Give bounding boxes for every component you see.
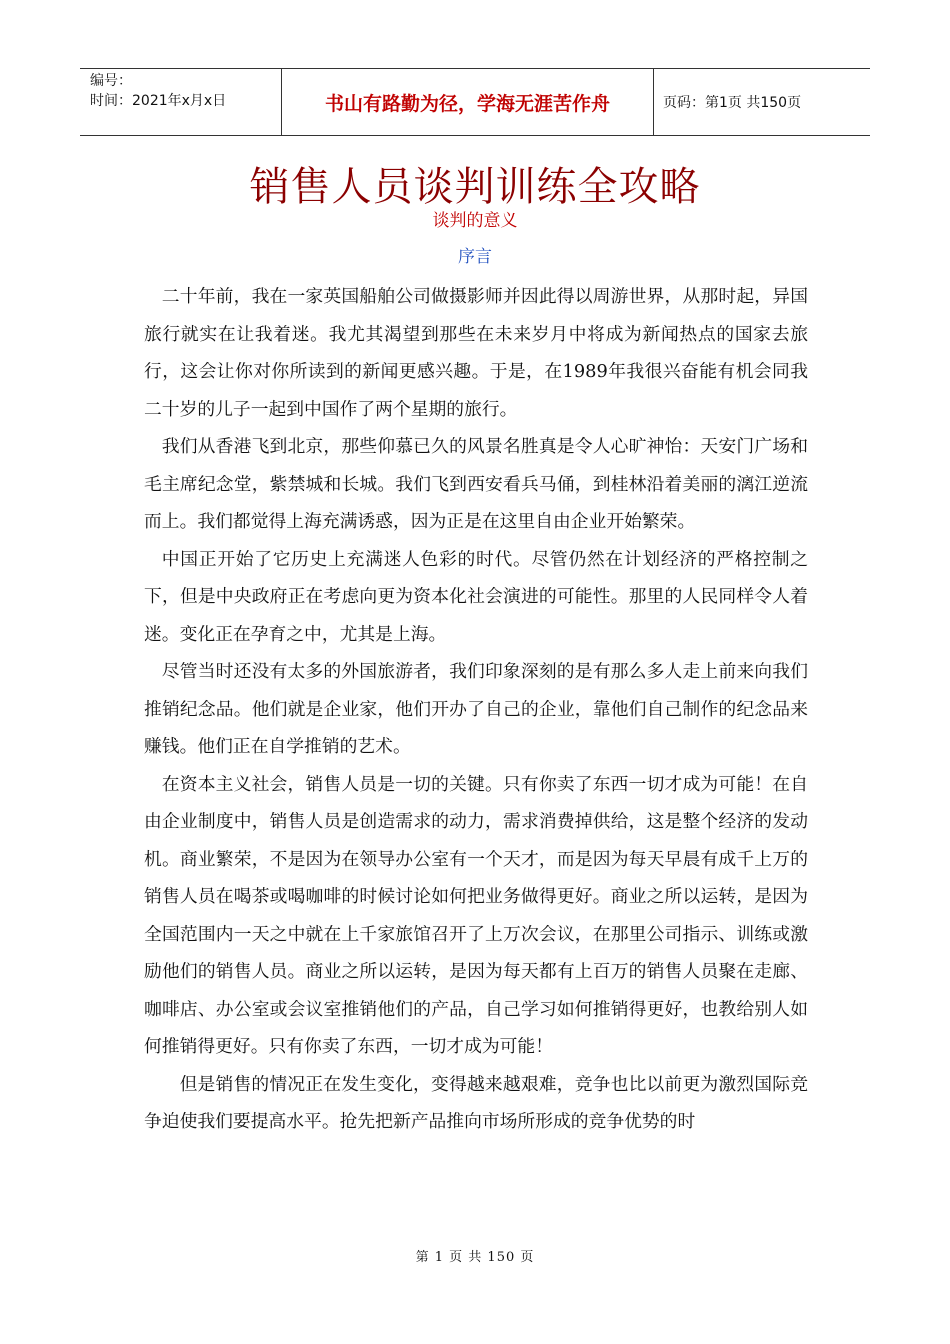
document-subtitle: 谈判的意义: [432, 211, 518, 231]
page-footer: 第 1 页 共 150 页: [415, 1250, 535, 1265]
header-meta-cell: [80, 69, 281, 135]
paragraph: 我们从香港飞到北京，那些仰慕已久的风景名胜真是令人心旷神怡：天安门广场和毛主席纪念堂，紫禁城和长城。我们飞到西安看兵马俑，到桂林沿着美丽的漓江逆流而上。我们都觉得上海充满诱惑，因为正是在这里自由企业开始繁荣。: [144, 436, 808, 532]
paragraph: 但是销售的情况正在发生变化，变得越来越艰难，竞争也比以前更为激烈国际竞争迫使我们要提高水平。抢先把新产品推向市场所形成的竞争优势的时: [144, 1073, 808, 1132]
document-body: [144, 278, 808, 1141]
document-number-label: 编号：: [90, 73, 132, 89]
section-heading-preface: 序言: [458, 247, 492, 267]
paragraph: 二十年前，我在一家英国船舶公司做摄影师并因此得以周游世界，从那时起，异国旅行就实在让我着迷。我尤其渴望到那些在未来岁月中将成为新闻热点的国家去旅行，这会让你对你所读到的新闻更感兴趣。于是，在1989年我很兴奋能有机会同我二十岁的儿子一起到中国作了两个星期的旅行。: [144, 286, 808, 420]
header-motto: 书山有路勤为径，学海无涯苦作舟: [281, 69, 654, 135]
document-time-label: 时间：2021年x月x日: [90, 93, 227, 109]
header-page-info: 页码：第1页 共150页: [663, 95, 802, 111]
document-title: 销售人员谈判训练全攻略: [249, 164, 701, 210]
paragraph: 在资本主义社会，销售人员是一切的关键。只有你卖了东西一切才成为可能！在自由企业制度中，销售人员是创造需求的动力，需求消费掉供给，这是整个经济的发动机。商业繁荣，不是因为在领导办公室有一个天才，而是因为每天早晨有成千上万的销售人员在喝茶或喝咖啡的时候讨论如何把业务做得更好。商业之所以运转，是因为全国范围内一天之中就在上千家旅馆召开了上万次会议，在那里公司指示、训练或激励他们的销售人员。商业之所以运转，是因为每天都有上百万的销售人员聚在走廊、咖啡店、办公室或会议室推销他们的产品，自己学习如何推销得更好，也教给别人如何推销得更好。只有你卖了东西，一切才成为可能！: [144, 773, 808, 1057]
paragraph: 中国正开始了它历史上充满迷人色彩的时代。尽管仍然在计划经济的严格控制之下，但是中央政府正在考虑向更为资本化社会演进的可能性。那里的人民同样令人着迷。变化正在孕育之中，尤其是上海。: [144, 548, 808, 645]
paragraph: 尽管当时还没有太多的外国旅游者，我们印象深刻的是有那么多人走上前来向我们推销纪念品。他们就是企业家，他们开办了自己的企业，靠他们自己制作的纪念品来赚钱。他们正在自学推销的艺术。: [144, 661, 808, 757]
header-table: [80, 68, 870, 136]
